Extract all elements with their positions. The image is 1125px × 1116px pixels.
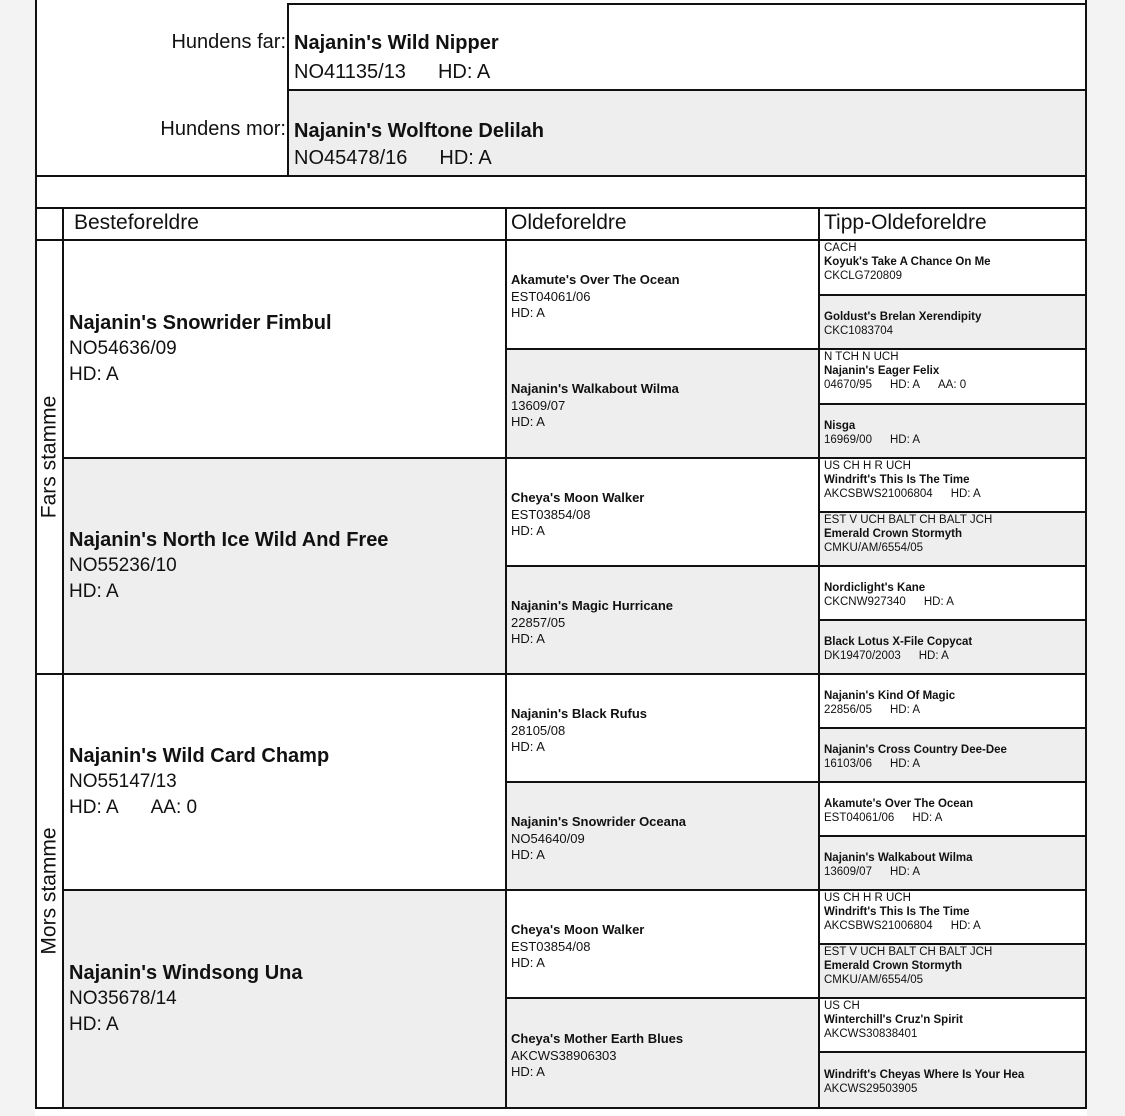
gggp-4 — [820, 405, 1085, 459]
side-mors-label: Mors stamme — [37, 827, 61, 955]
gggp-reg: CKC1083704 — [824, 325, 894, 337]
gggp-reg: AKCSBWS21006804 — [824, 488, 933, 500]
dam-hd: HD: A — [439, 147, 492, 169]
ggp-reg: EST03854/08 — [511, 938, 591, 954]
gggp-name: Windrift's This Is The Time — [824, 906, 970, 918]
side-fars-stamme — [37, 241, 64, 675]
gggp-name: Najanin's Walkabout Wilma — [824, 852, 973, 864]
gggp-details — [824, 434, 1085, 447]
gggp-details — [824, 650, 1085, 663]
ggp-hd: HD: A — [511, 1063, 545, 1079]
grandparent-hd: HD: A — [69, 581, 119, 602]
header-corner — [37, 209, 64, 241]
gggp-hd: HD: A — [889, 379, 921, 391]
gggp-hd: HD: A — [889, 704, 921, 716]
gggp-hd: HD: A — [889, 434, 921, 446]
gggp-reg: DK19470/2003 — [824, 650, 901, 662]
great-grandparent-4 — [507, 567, 820, 675]
ggp-hd: HD: A — [511, 414, 545, 429]
grandparent-hd-aa — [69, 795, 505, 821]
pedigree-table — [35, 207, 1087, 1109]
gggp-16 — [820, 1053, 1085, 1107]
gggp-details — [824, 379, 1085, 392]
gggp-reg: 22856/05 — [824, 704, 872, 716]
gggp-name: Nordiclight's Kane — [824, 582, 926, 594]
grandparent-reg: NO55147/13 — [69, 771, 177, 792]
gggp-title: EST V UCH BALT CH BALT JCH — [824, 514, 993, 526]
gggp-reg: CKCNW927340 — [824, 596, 906, 608]
ggp-name: Najanin's Snowrider Oceana — [511, 813, 687, 829]
gggp-hd: HD: A — [950, 488, 981, 500]
great-grandparent-7 — [507, 891, 820, 999]
ggp-hd: HD: A — [511, 954, 545, 970]
grandparent-aa: AA: 0 — [150, 797, 198, 818]
gggp-details — [824, 488, 1085, 501]
gggp-hd: HD: A — [918, 650, 949, 662]
gggp-reg: 04670/95 — [824, 379, 872, 391]
gggp-title: EST V UCH BALT CH BALT JCH — [824, 946, 993, 958]
gggp-details — [824, 596, 1085, 609]
gggp-title: N TCH N UCH — [824, 351, 899, 363]
gggp-title: CACH — [824, 242, 857, 254]
gggp-name: Windrift's This Is The Time — [824, 474, 970, 486]
gggp-hd: HD: A — [889, 866, 921, 878]
gggp-2 — [820, 296, 1085, 350]
grandparent-reg: NO35678/14 — [69, 988, 177, 1009]
gggp-1 — [820, 241, 1085, 296]
gggp-name: Koyuk's Take A Chance On Me — [824, 256, 991, 268]
gggp-3 — [820, 350, 1085, 405]
sire-reg: NO41135/13 — [294, 61, 406, 83]
gggp-name: Najanin's Kind Of Magic — [824, 690, 956, 702]
gggp-name: Nisga — [824, 420, 856, 432]
ggp-hd: HD: A — [511, 630, 545, 646]
gggp-reg: 13609/07 — [824, 866, 872, 878]
gggp-details — [824, 758, 1085, 771]
gggp-details — [824, 704, 1085, 717]
grandparent-reg: NO55236/10 — [69, 555, 177, 576]
grandparent-4 — [64, 891, 507, 1107]
grandparent-hd: HD: A — [69, 1014, 119, 1035]
gggp-aa: AA: 0 — [938, 379, 967, 391]
gggp-11 — [820, 783, 1085, 837]
great-grandparent-1 — [507, 241, 820, 350]
dam-reg: NO45478/16 — [294, 147, 408, 169]
ggp-name: Najanin's Walkabout Wilma — [511, 381, 679, 396]
gggp-hd: HD: A — [912, 812, 943, 824]
gggp-15 — [820, 999, 1085, 1053]
gggp-reg: EST04061/06 — [824, 812, 895, 824]
gggp-name: Windrift's Cheyas Where Is Your Hea — [824, 1069, 1025, 1081]
ggp-name: Cheya's Moon Walker — [511, 489, 645, 505]
side-mors-stamme — [37, 675, 64, 1107]
gggp-14 — [820, 945, 1085, 999]
gggp-name: Black Lotus X-File Copycat — [824, 636, 973, 648]
gggp-name: Najanin's Eager Felix — [824, 365, 940, 377]
grandparent-1 — [64, 241, 507, 459]
gggp-name: Najanin's Cross Country Dee-Dee — [824, 744, 1007, 756]
ggp-reg: 28105/08 — [511, 722, 566, 738]
gggp-details — [824, 812, 1085, 825]
gggp-8 — [820, 621, 1085, 675]
ggp-name: Cheya's Moon Walker — [511, 921, 645, 937]
gggp-7 — [820, 567, 1085, 621]
great-grandparent-3 — [507, 459, 820, 567]
grandparent-3 — [64, 675, 507, 891]
gggp-name: Emerald Crown Stormyth — [824, 528, 963, 540]
gggp-12 — [820, 837, 1085, 891]
gggp-reg: CMKU/AM/6554/05 — [824, 542, 924, 554]
gggp-9 — [820, 675, 1085, 729]
dam-name: Najanin's Wolftone Delilah — [294, 120, 544, 142]
gggp-details — [824, 920, 1085, 933]
sire-box — [287, 3, 1087, 91]
sire-details — [294, 61, 490, 84]
gggp-6 — [820, 513, 1085, 567]
great-grandparent-2 — [507, 350, 820, 459]
side-fars-label: Fars stamme — [37, 395, 61, 519]
gggp-10 — [820, 729, 1085, 783]
header-tipp-oldeforeldre: Tipp-Oldeforeldre — [820, 209, 1085, 241]
gggp-reg: CKCLG720809 — [824, 270, 902, 282]
ggp-name: Akamute's Over The Ocean — [511, 272, 680, 287]
ggp-reg: AKCWS38906303 — [511, 1047, 617, 1063]
ggp-name: Najanin's Magic Hurricane — [511, 597, 674, 613]
ggp-name: Cheya's Mother Earth Blues — [511, 1030, 684, 1046]
gggp-name: Winterchill's Cruz'n Spirit — [824, 1014, 963, 1026]
ggp-hd: HD: A — [511, 305, 545, 320]
great-grandparent-6 — [507, 783, 820, 891]
dam-details — [294, 147, 492, 170]
gggp-title: US CH H R UCH — [824, 460, 911, 472]
ggp-reg: EST04061/06 — [511, 289, 591, 304]
ggp-hd: HD: A — [511, 846, 545, 862]
sire-name: Najanin's Wild Nipper — [294, 32, 499, 54]
dam-box — [287, 89, 1087, 177]
gggp-hd: HD: A — [889, 758, 921, 770]
gggp-name: Akamute's Over The Ocean — [824, 798, 974, 810]
gggp-5 — [820, 459, 1085, 513]
ggp-reg: EST03854/08 — [511, 506, 591, 522]
grandparent-name: Najanin's Windsong Una — [69, 962, 303, 984]
gggp-reg: CMKU/AM/6554/05 — [824, 974, 924, 986]
grandparent-name: Najanin's Snowrider Fimbul — [69, 312, 332, 334]
gggp-reg: AKCSBWS21006804 — [824, 920, 933, 932]
gggp-hd: HD: A — [950, 920, 981, 932]
great-grandparent-8 — [507, 999, 820, 1107]
header-oldeforeldre: Oldeforeldre — [507, 209, 820, 241]
sire-hd: HD: A — [437, 61, 491, 83]
ggp-name: Najanin's Black Rufus — [511, 705, 648, 721]
grandparent-name: Najanin's Wild Card Champ — [69, 745, 330, 767]
ggp-reg: 22857/05 — [511, 614, 566, 630]
great-grandparent-5 — [507, 675, 820, 783]
grandparent-reg: NO54636/09 — [69, 338, 177, 359]
grandparent-hd: HD: A — [69, 364, 119, 385]
gggp-reg: 16103/06 — [824, 758, 872, 770]
grandparent-hd: HD: A — [69, 797, 119, 818]
gggp-name: Emerald Crown Stormyth — [824, 960, 963, 972]
ggp-reg: NO54640/09 — [511, 830, 585, 846]
gggp-reg: AKCWS29503905 — [824, 1083, 918, 1095]
ggp-hd: HD: A — [511, 522, 545, 538]
ggp-hd: HD: A — [511, 738, 545, 754]
sire-label: Hundens far: — [171, 31, 286, 53]
gggp-title: US CH — [824, 1000, 860, 1012]
grandparent-2 — [64, 459, 507, 675]
gggp-13 — [820, 891, 1085, 945]
gggp-hd: HD: A — [923, 596, 954, 608]
gggp-reg: 16969/00 — [824, 434, 872, 446]
gggp-reg: AKCWS30838401 — [824, 1028, 918, 1040]
gggp-details — [824, 866, 1085, 879]
gggp-title: US CH H R UCH — [824, 892, 911, 904]
ggp-reg: 13609/07 — [511, 398, 566, 413]
dam-label: Hundens mor: — [160, 118, 286, 140]
header-besteforeldre: Besteforeldre — [64, 209, 507, 241]
gggp-name: Goldust's Brelan Xerendipity — [824, 311, 982, 323]
grandparent-name: Najanin's North Ice Wild And Free — [69, 529, 389, 551]
